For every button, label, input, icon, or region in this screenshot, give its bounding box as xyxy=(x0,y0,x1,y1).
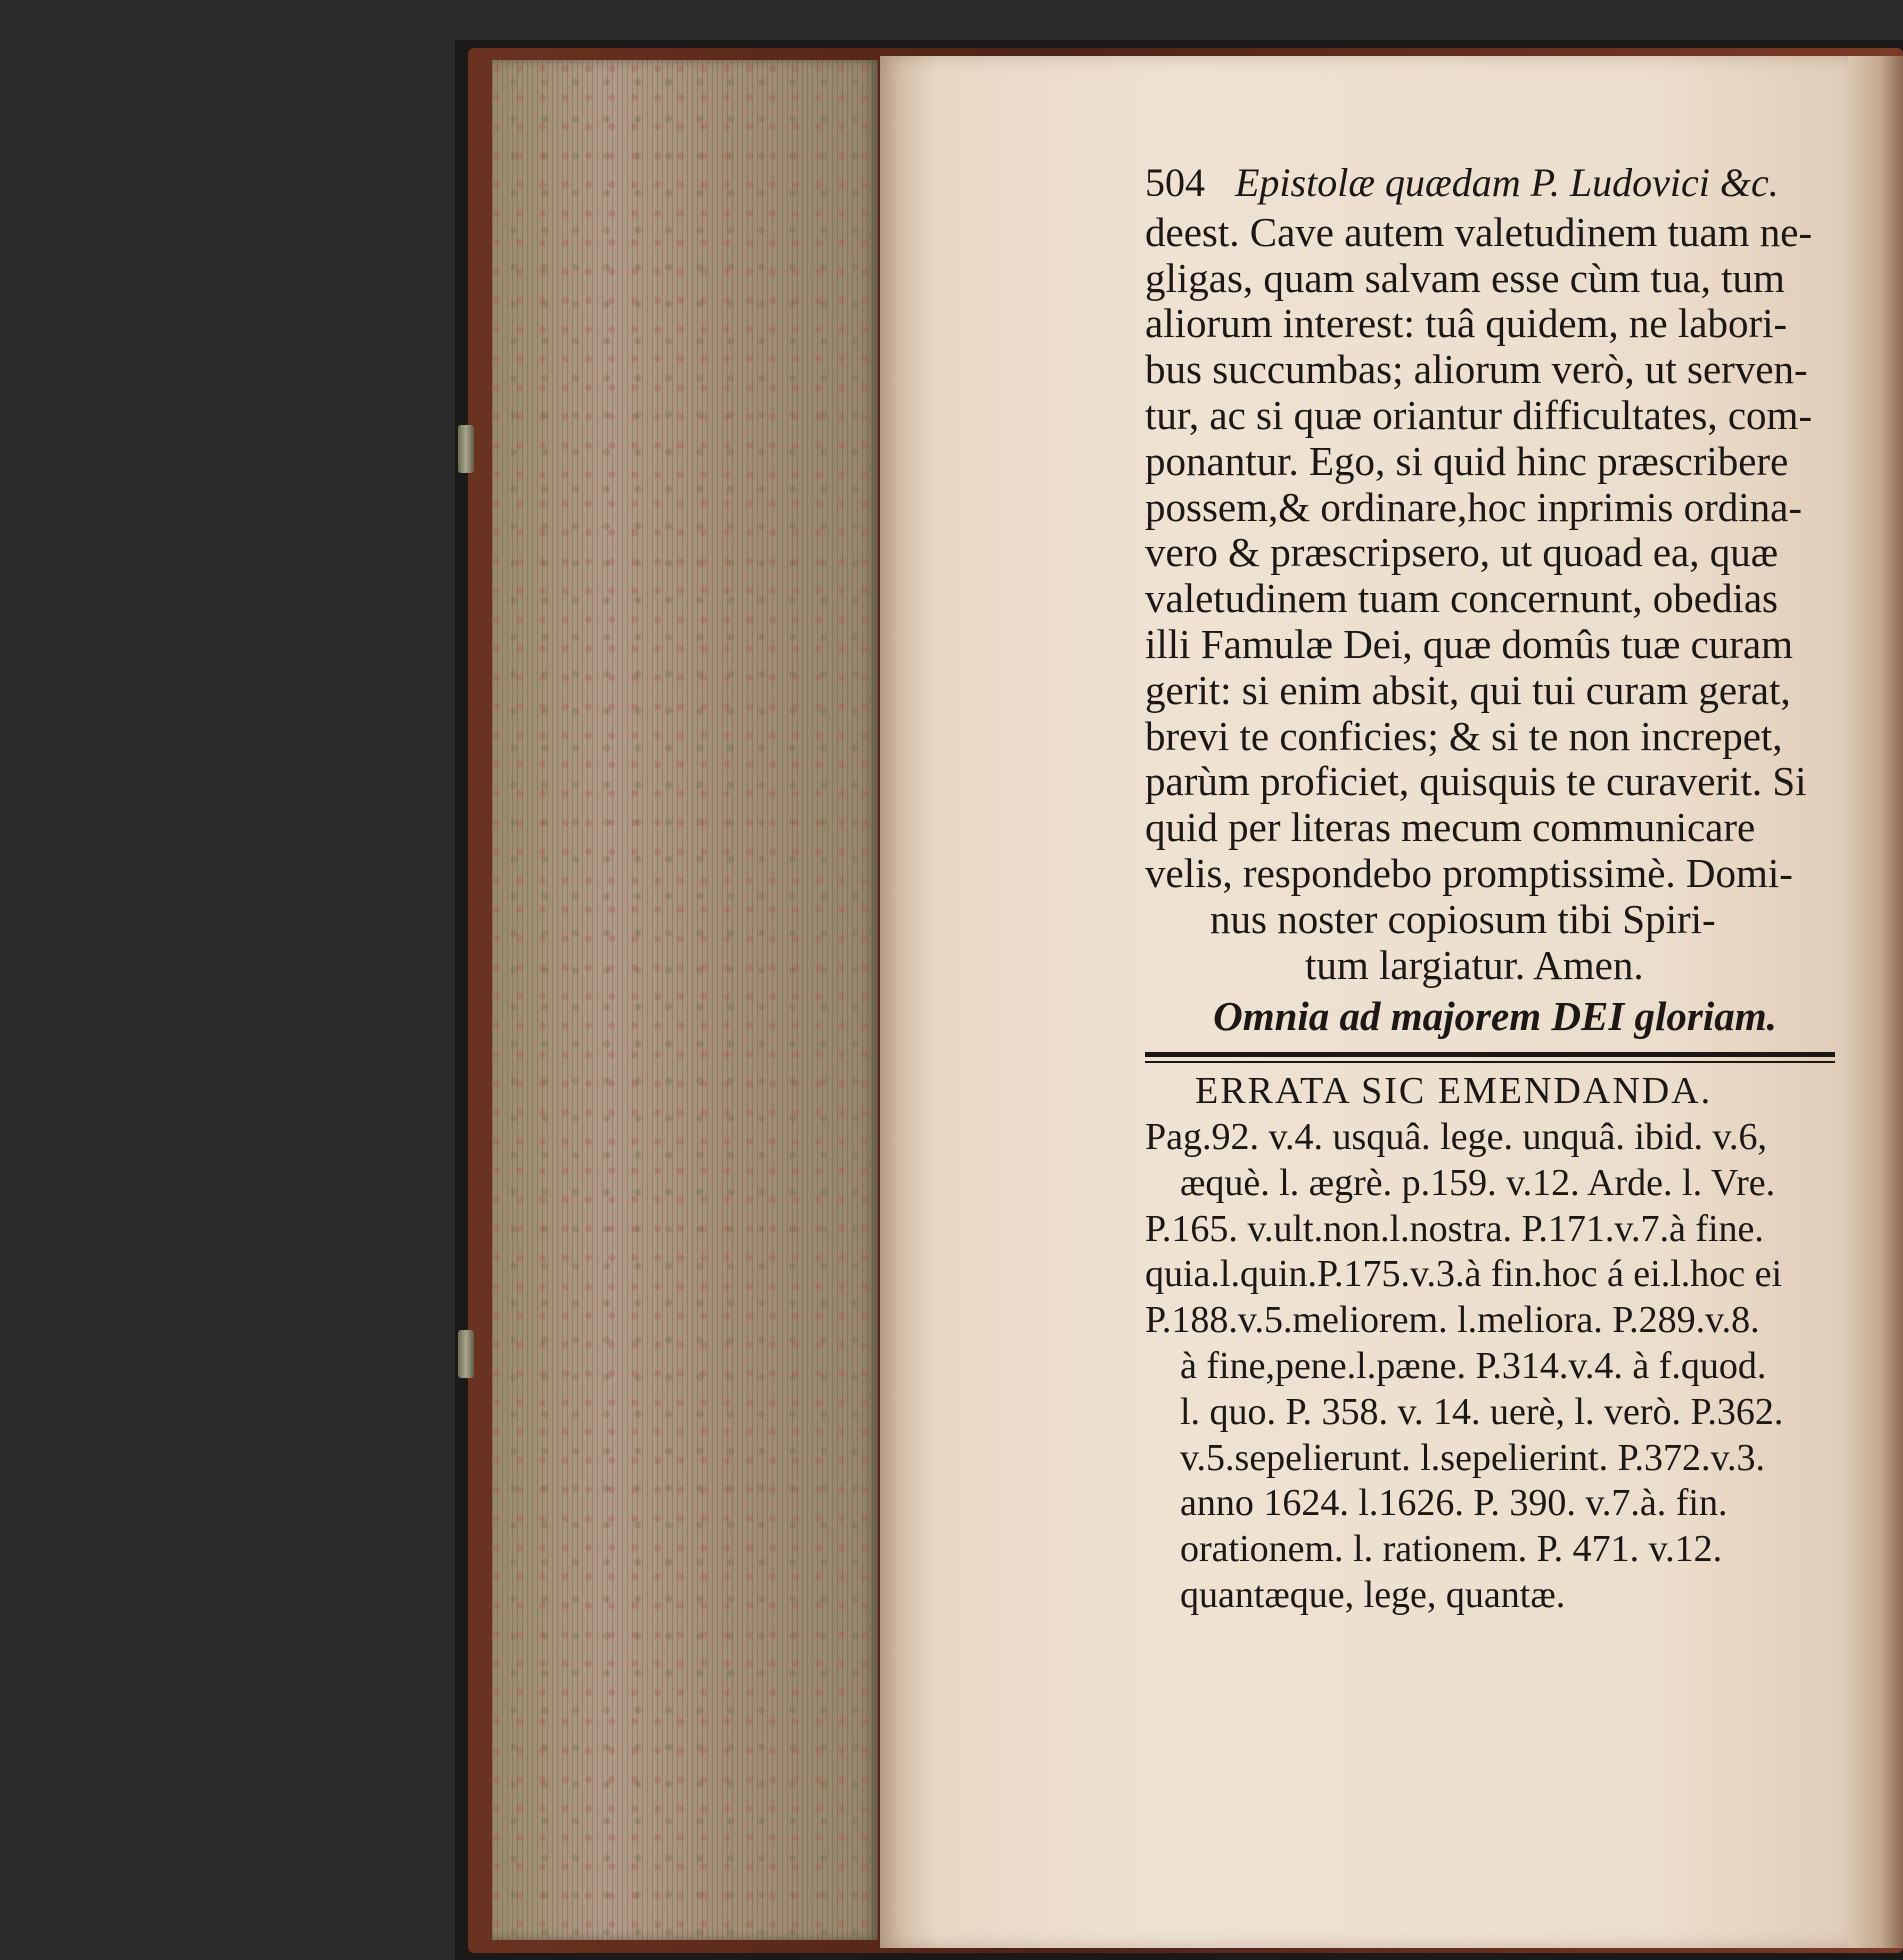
errata-line: quantæque, lege, quantæ. xyxy=(1180,1573,1566,1616)
body-line: gligas, quam salvam esse cùm tua, tum xyxy=(1145,255,1785,301)
letter-body xyxy=(1145,210,1845,989)
body-line: parùm proficiet, quisquis te curaverit. Si xyxy=(1145,759,1807,805)
errata-title: ERRATA SIC EMENDANDA. xyxy=(1195,1070,1713,1113)
body-line: velis, respondebo promptissimè. Domi- xyxy=(1145,850,1793,896)
body-line: aliorum interest: tuâ quidem, ne labori- xyxy=(1145,301,1788,347)
body-line: vero & præscripsero, ut quoad ea, quæ xyxy=(1145,530,1779,576)
errata-line: æquè. l. ægrè. p.159. v.12. Arde. l. Vre. xyxy=(1180,1161,1776,1204)
page-right-edge xyxy=(1848,56,1903,1948)
body-line: quid per literas mecum communicare xyxy=(1145,805,1756,851)
body-line: possem,& ordinare,hoc inprimis ordina- xyxy=(1145,484,1803,530)
page-number: 504 xyxy=(1145,160,1205,205)
errata-section xyxy=(1145,1069,1845,1619)
body-line: tum largiatur. Amen. xyxy=(1305,942,1644,988)
body-line: gerit: si enim absit, qui tui curam gerat, xyxy=(1145,667,1791,713)
clasp-top xyxy=(458,425,474,473)
body-line: bus succumbas; aliorum verò, ut serven- xyxy=(1145,347,1808,393)
closing-motto: Omnia ad majorem DEI gloriam. xyxy=(1213,994,1777,1040)
errata-line: à fine,pene.l.pæne. P.314.v.4. à f.quod. xyxy=(1180,1344,1767,1387)
divider-rule xyxy=(1145,1052,1835,1057)
body-line: brevi te conficies; & si te non increpet, xyxy=(1145,713,1783,759)
body-line: ponantur. Ego, si quid hinc præscribere xyxy=(1145,438,1789,484)
running-head: Epistolæ quædam P. Ludovici &c. xyxy=(1235,160,1779,205)
errata-line: anno 1624. l.1626. P. 390. v.7.à. fin. xyxy=(1180,1482,1728,1525)
clasp-bottom xyxy=(458,1330,474,1378)
errata-line: quia.l.quin.P.175.v.3.à fin.hoc á ei.l.hoc ei xyxy=(1145,1253,1783,1296)
errata-line: v.5.sepelierunt. l.sepelierint. P.372.v.3. xyxy=(1180,1436,1766,1479)
errata-line: P.165. v.ult.non.l.nostra. P.171.v.7.à fine. xyxy=(1145,1207,1764,1250)
body-line: valetudinem tuam concernunt, obedias xyxy=(1145,576,1779,622)
errata-line: P.188.v.5.meliorem. l.meliora. P.289.v.8. xyxy=(1145,1299,1760,1342)
errata-line: Pag.92. v.4. usquâ. lege. unquâ. ibid. v.6, xyxy=(1145,1115,1767,1158)
errata-line: orationem. l. rationem. P. 471. v.12. xyxy=(1180,1528,1723,1571)
body-line: illi Famulæ Dei, quæ domûs tuæ curam xyxy=(1145,621,1794,667)
errata-line: l. quo. P. 358. v. 14. uerè, l. verò. P.362. xyxy=(1180,1390,1784,1433)
page-text xyxy=(1145,160,1845,1619)
body-line: nus noster copiosum tibi Spiri- xyxy=(1210,896,1716,942)
body-line: deest. Cave autem valetudinem tuam ne- xyxy=(1145,209,1813,255)
page-header xyxy=(1145,160,1845,206)
body-line: tur, ac si quæ oriantur difficultates, com- xyxy=(1145,392,1813,438)
divider-rule-thin xyxy=(1145,1061,1835,1063)
page-edges xyxy=(492,60,878,1940)
